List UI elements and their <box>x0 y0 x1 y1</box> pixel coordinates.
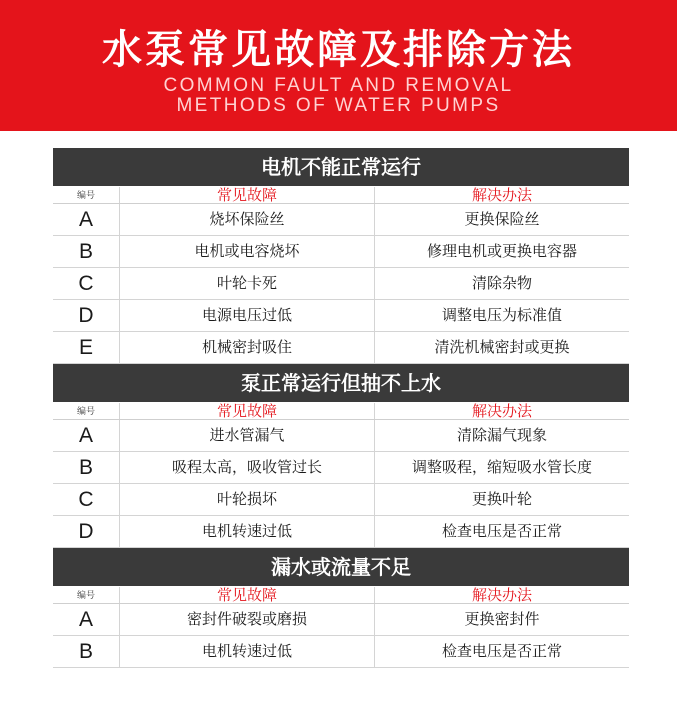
row-solution: 修理电机或更换电容器 <box>426 242 577 260</box>
row-fault: 电机转速过低 <box>120 516 375 547</box>
row-fault: 密封件破裂或磨损 <box>120 604 375 635</box>
column-header-solution: 解决办法 <box>471 186 532 204</box>
column-header-fault: 常见故障 <box>120 187 375 203</box>
row-number: D <box>53 300 120 331</box>
row-fault: 进水管漏气 <box>120 420 375 451</box>
row-fault: 电源电压过低 <box>120 300 375 331</box>
page-subtitle-line2: METHODS OF WATER PUMPS <box>176 95 501 116</box>
table-row <box>53 636 629 668</box>
row-fault: 机械密封吸住 <box>120 332 375 363</box>
section-title: 电机不能正常运行 <box>53 148 629 187</box>
row-number: A <box>53 604 120 635</box>
table-row <box>53 452 629 484</box>
row-number: B <box>53 236 120 267</box>
row-fault: 吸程太高，吸收管过长 <box>120 452 375 483</box>
row-solution: 清除杂物 <box>471 274 532 292</box>
row-solution: 检查电压是否正常 <box>441 522 562 540</box>
row-solution: 调整吸程，缩短吸水管长度 <box>411 458 592 476</box>
row-fault: 叶轮损坏 <box>120 484 375 515</box>
row-number: C <box>53 268 120 299</box>
row-solution: 检查电压是否正常 <box>441 642 562 660</box>
column-header-number: 编号 <box>53 587 120 603</box>
row-solution: 更换密封件 <box>464 610 540 628</box>
row-number: B <box>53 452 120 483</box>
row-number: C <box>53 484 120 515</box>
column-header-row <box>53 187 629 204</box>
column-header-row <box>53 587 629 604</box>
row-number: A <box>53 204 120 235</box>
fault-table <box>53 148 629 668</box>
table-row <box>53 516 629 548</box>
row-fault: 烧坏保险丝 <box>120 204 375 235</box>
column-header-fault: 常见故障 <box>120 587 375 603</box>
row-number: B <box>53 636 120 667</box>
table-row <box>53 484 629 516</box>
column-header-row <box>53 403 629 420</box>
table-row <box>53 300 629 332</box>
table-row <box>53 420 629 452</box>
column-header-number: 编号 <box>53 403 120 419</box>
row-number: E <box>53 332 120 363</box>
row-solution: 更换保险丝 <box>464 210 540 228</box>
column-header-solution: 解决办法 <box>471 586 532 604</box>
section-title: 漏水或流量不足 <box>53 548 629 587</box>
column-header-fault: 常见故障 <box>120 403 375 419</box>
row-solution: 清除漏气现象 <box>456 426 547 444</box>
row-number: D <box>53 516 120 547</box>
section-title: 泵正常运行但抽不上水 <box>53 364 629 403</box>
row-solution: 调整电压为标准值 <box>441 306 562 324</box>
row-number: A <box>53 420 120 451</box>
table-row <box>53 236 629 268</box>
row-fault: 叶轮卡死 <box>120 268 375 299</box>
table-row <box>53 204 629 236</box>
header-banner <box>0 0 677 131</box>
page-title: 水泵常见故障及排除方法 <box>102 27 575 73</box>
page-subtitle-line1: COMMON FAULT AND REMOVAL <box>163 75 514 96</box>
row-solution: 清洗机械密封或更换 <box>434 338 570 356</box>
column-header-number: 编号 <box>53 187 120 203</box>
table-row <box>53 268 629 300</box>
table-row <box>53 332 629 364</box>
table-row <box>53 604 629 636</box>
row-fault: 电机或电容烧坏 <box>120 236 375 267</box>
row-fault: 电机转速过低 <box>120 636 375 667</box>
row-solution: 更换叶轮 <box>471 490 532 508</box>
column-header-solution: 解决办法 <box>471 402 532 420</box>
